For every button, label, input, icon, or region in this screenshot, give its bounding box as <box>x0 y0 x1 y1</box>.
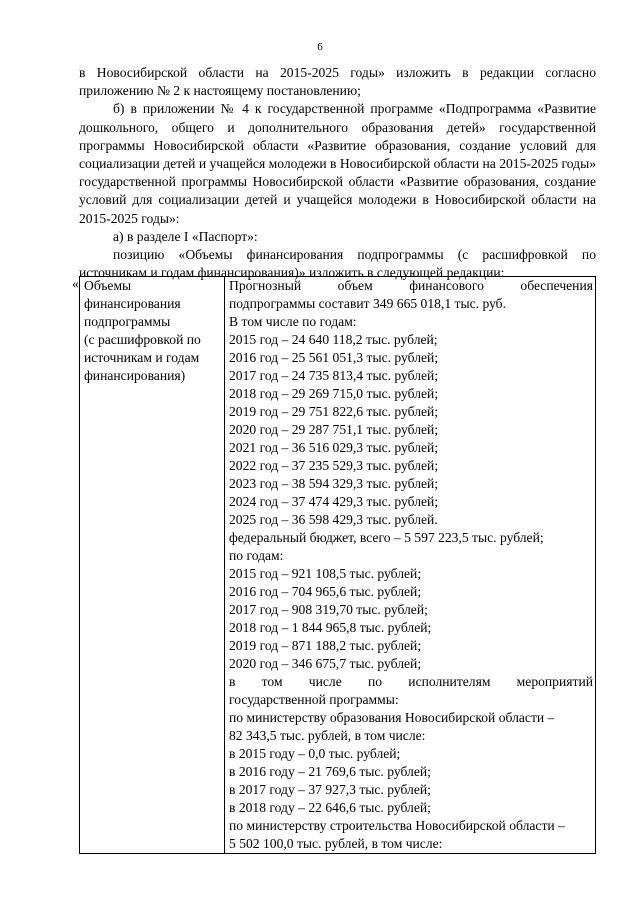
cell-line: (с расшифровкой по <box>84 332 201 347</box>
cell-line: по министерству образования Новосибирской области – <box>229 710 555 725</box>
cell-line: государственной программы: <box>229 692 399 707</box>
body-text <box>79 64 596 282</box>
cell-line: В том числе по годам: <box>229 314 357 329</box>
cell-line: 2017 год – 908 319,70 тыс. рублей; <box>229 602 428 617</box>
cell-line: в 2018 году – 22 646,6 тыс. рублей; <box>229 800 431 815</box>
cell-line: подпрограммы составит 349 665 018,1 тыс. руб. <box>229 296 506 311</box>
cell-line: в 2015 году – 0,0 тыс. рублей; <box>229 746 401 761</box>
cell-line: 2019 год – 871 188,2 тыс. рублей; <box>229 638 422 653</box>
cell-line: 2024 год – 37 474 429,3 тыс. рублей; <box>229 494 439 509</box>
cell-line: 2021 год – 36 516 029,3 тыс. рублей; <box>229 440 439 455</box>
cell-line: 2016 год – 25 561 051,3 тыс. рублей; <box>229 350 439 365</box>
cell-line: 2017 год – 24 735 813,4 тыс. рублей; <box>229 368 439 383</box>
cell-line: финансирования <box>84 296 181 311</box>
cell-line: подпрограммы <box>84 314 171 329</box>
cell-line: в 2017 году – 37 927,3 тыс. рублей; <box>229 782 431 797</box>
cell-line: 2022 год – 37 235 529,3 тыс. рублей; <box>229 458 439 473</box>
cell-line: 5 502 100,0 тыс. рублей, в том числе: <box>229 836 443 851</box>
cell-line: Прогнозный объем финансового обеспечения <box>229 278 593 293</box>
position-name-cell <box>80 277 225 854</box>
cell-line: федеральный бюджет, всего – 5 597 223,5 тыс. рублей; <box>229 530 544 545</box>
cell-line: в 2016 году – 21 769,6 тыс. рублей; <box>229 764 431 779</box>
cell-line: 2018 год – 1 844 965,8 тыс. рублей; <box>229 620 432 635</box>
cell-line: финансирования) <box>84 368 186 383</box>
open-quote: « <box>72 276 79 291</box>
paragraph: а) в разделе I «Паспорт»: <box>113 228 258 244</box>
cell-line: по министерству строительства Новосибирской области – <box>229 818 565 833</box>
passport-table <box>79 276 596 854</box>
page-number: 6 <box>317 41 323 53</box>
cell-line: 2023 год – 38 594 329,3 тыс. рублей; <box>229 476 439 491</box>
cell-line: источникам и годам <box>84 350 200 365</box>
paragraph: б) в приложении № 4 к государственной программе «Подпрограмма «Развитие дошкольного, общего и дополнительного образования детей» государственной программы Новосибирской области «Развитие образования, создание условий для социализации детей и учащейся молодежи в Новосибирской области на 2015-2025 годы» государственной программы Новосибирской области «Развитие образования, создание условий для социализации детей и учащейся молодежи в Новосибирской области на 2015-2025 годы»: <box>79 101 596 226</box>
cell-line: 2020 год – 29 287 751,1 тыс. рублей; <box>229 422 439 437</box>
cell-line: 2015 год – 921 108,5 тыс. рублей; <box>229 566 422 581</box>
cell-line: Объемы <box>84 278 132 293</box>
paragraph: позицию «Объемы финансирования подпрограммы (с расшифровкой по источникам и годам финансирования)» изложить в следующей редакции: <box>79 247 596 281</box>
cell-line: в том числе по исполнителям мероприятий <box>229 674 593 689</box>
table-row <box>80 277 596 854</box>
position-value-cell <box>225 277 596 854</box>
cell-line: 2025 год – 36 598 429,3 тыс. рублей. <box>229 512 438 527</box>
paragraph: в Новосибирской области на 2015-2025 годы» изложить в редакции согласно приложению № 2 к настоящему постановлению; <box>79 65 596 99</box>
cell-line: 82 343,5 тыс. рублей, в том числе: <box>229 728 426 743</box>
cell-line: по годам: <box>229 548 284 563</box>
cell-line: 2019 год – 29 751 822,6 тыс. рублей; <box>229 404 439 419</box>
cell-line: 2018 год – 29 269 715,0 тыс. рублей; <box>229 386 439 401</box>
cell-line: 2015 год – 24 640 118,2 тыс. рублей; <box>229 332 438 347</box>
cell-line: 2020 год – 346 675,7 тыс. рублей; <box>229 656 422 671</box>
cell-line: 2016 год – 704 965,6 тыс. рублей; <box>229 584 422 599</box>
